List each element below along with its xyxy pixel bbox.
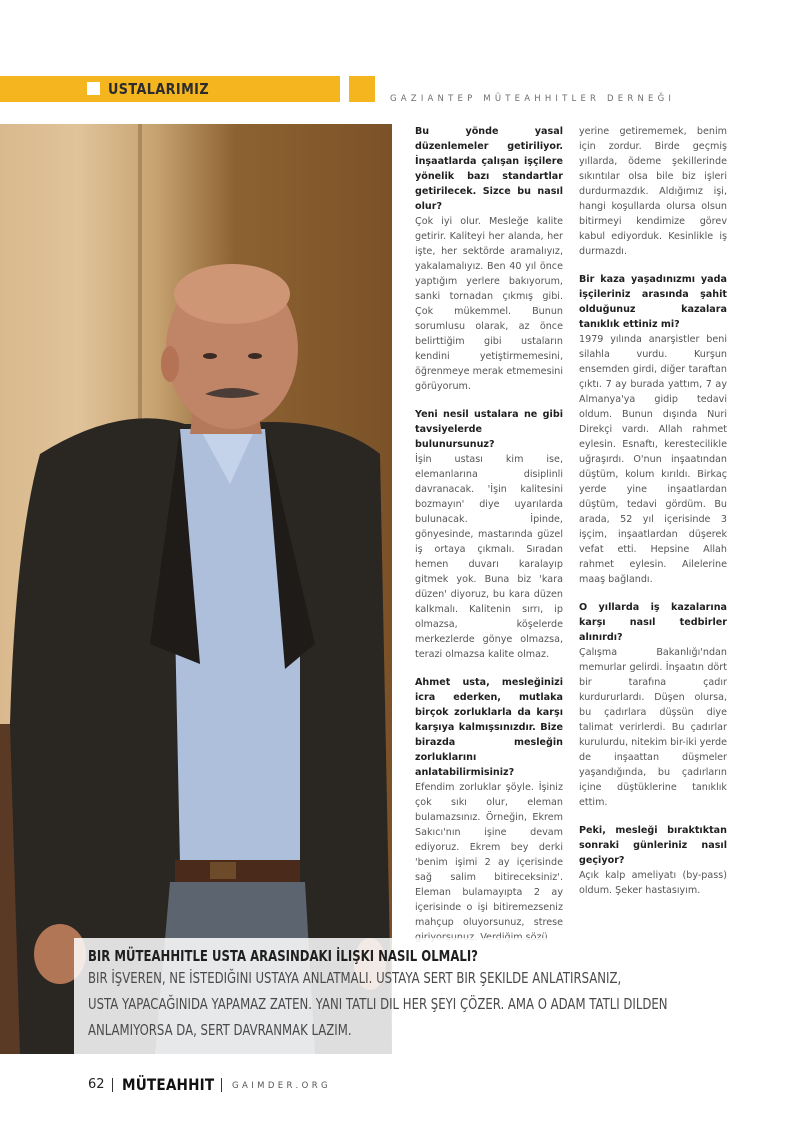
interview-question: Bir kaza yaşadınızmı yada işçileriniz arasında şahit olduğunuz kazalara tanıklık ettiniz mi? bbox=[579, 274, 727, 330]
pull-quote-question: BIR MÜTEAHHITLE USTA ARASINDAKI İLIŞKI NASIL OLMALI? bbox=[88, 947, 478, 965]
interview-answer: 1979 yılında anarşistler beni silahla vurdu. Kurşun ensemden girdi, diğer taraftan çıktı. 7 ay burada yattım, 7 ay Almanya'ya gidip tedavi oldum. Bunun dışında Nuri Direkçi vardı. Allah rahmet eylesin. Esnaftı, kerestecilikle uğraşırdı. O'nun inşaatından düştüm, kolum kırıldı. Birkaç yerde yine inşaatlardan düştüm, tedavi gördüm. Bu arada, 52 yıl içerisinde 3 işçim, inşaatlardan düşerek vefat etti. Hepsine Allah rahmet eylesin. Ailelerine maaş bağlandı. bbox=[579, 334, 727, 585]
interview-answer: İşin ustası kim ise, elemanlarına disiplinli davranacak. 'İşin kalitesini bozmayın' diye uyarılarda bulunacak. İpinde, gönyesinde, mastarında güzel iş ortaya çıkmalı. Sıradan hemen duvarı karalayıp gitmek yok. Buna biz 'kara düzen' diyoruz, bu kara düzen kalkmalı. Kalitenin sırrı, ip olmazsa, köşelerde merkezlerde gönye olmazsa, terazi olmazsa kalite olmaz. bbox=[415, 454, 563, 660]
pull-quote-line: USTA YAPACAĞINIDA YAPAMAZ ZATEN. YANI TATLI DIL HER ŞEYI ÇÖZER. AMA O ADAM TATLI DILDEN bbox=[88, 995, 668, 1013]
interview-answer: Çalışma Bakanlığı'ndan memurlar gelirdi. İnşaatın dört bir tarafına çadır kurdururlardı. Düşen olursa, bu çadırlara düşsün diye talimat verirlerdi. Bu çadırlar kurulurdu, nitekim bir-iki yerde de inşaattan düşmeler yaşandığında, bu çadırların içine düştüklerine tanıklık ettim. bbox=[579, 647, 728, 808]
interview-answer: yerine getirememek, benim için zordur. Birde geçmiş yıllarda, ödeme şekillerinde sıkıntılar olsa bile biz işleri durdurmazdık. Aldığımız işi, hangi koşullarda olursa olsun bitirmeyi kendimize görev kabul ediyorduk. Kesinlikle iş durmazdı. bbox=[579, 126, 727, 257]
article-column-1 bbox=[415, 124, 563, 958]
association-name: GAZIANTEP MÜTEAHHITLER DERNEĞI bbox=[390, 94, 676, 104]
interview-answer: Çok iyi olur. Mesleğe kalite getirir. Kaliteyi her alanda, her işte, her sektörde aramalıyız, yakalamalıyız. Ben 40 yıl önce yaptığım yerlere bakıyorum, sanki tornadan çıkmış gibi. Çok mükemmel. Bunun sorumlusu olarak, az önce belirttiğim gibi ustaların kendini yetiştirmemesini, öğrenmeye merak etmemesini görüyorum. bbox=[415, 216, 563, 392]
interview-question: Yeni nesil ustalara ne gibi tavsiyelerde bulunursunuz? bbox=[415, 409, 563, 450]
interview-question: O yıllarda iş kazalarına karşı nasıl tedbirler alınırdı? bbox=[579, 602, 727, 643]
header-accent-block bbox=[349, 76, 375, 102]
article-column-2 bbox=[579, 124, 727, 911]
footer-divider bbox=[221, 1078, 222, 1092]
interview-question: Bu yönde yasal düzenlemeler getiriliyor. İnşaatlarda çalışan işçilere yönelik bazı standartlar getirilecek. Sizce bu nasıl olur? bbox=[415, 126, 563, 212]
header-square-icon bbox=[87, 82, 100, 95]
pull-quote-line: BIR İŞVEREN, NE İSTEDIĞINI USTAYA ANLATMALI. USTAYA SERT BIR ŞEKILDE ANLATIRSANIZ, bbox=[88, 969, 622, 987]
page-number: 62 bbox=[88, 1077, 105, 1092]
portrait-photo bbox=[0, 124, 392, 1054]
website-url: GAIMDER.ORG bbox=[232, 1081, 332, 1091]
footer-divider bbox=[112, 1078, 113, 1092]
interview-question: Ahmet usta, mesleğinizi icra ederken, mutlaka birçok zorluklarla da karşı karşıya kalmışsınızdır. Bize birazda mesleğin zorluklarını anlatabilirmisiniz? bbox=[415, 677, 563, 778]
section-title: USTALARIMIZ bbox=[108, 80, 210, 98]
interview-answer: Açık kalp ameliyatı (by-pass) oldum. Şeker hastasıyım. bbox=[579, 870, 727, 896]
interview-answer: Efendim zorluklar şöyle. İşiniz çok sıkı olur, eleman bulamazsınız. Örneğin, Ekrem Sakıcı'nın işine devam ediyoruz. Ekrem bey derki 'benim işimi 2 ay içerisinde sağ salim bitireceksiniz'. Eleman bulamayıpta 2 ay içerisinde o işi bitiremezseniz mahçup oluyorsunuz, strese bbox=[415, 782, 563, 928]
pull-quote-line: ANLAMIYORSA DA, SERT DAVRANMAK LAZIM. bbox=[88, 1021, 352, 1039]
magazine-logo: MÜTEAHHIT bbox=[122, 1075, 215, 1094]
section-header-bar bbox=[0, 76, 340, 102]
interview-question: Peki, mesleği bıraktıktan sonraki günleriniz nasıl geçiyor? bbox=[579, 825, 727, 866]
